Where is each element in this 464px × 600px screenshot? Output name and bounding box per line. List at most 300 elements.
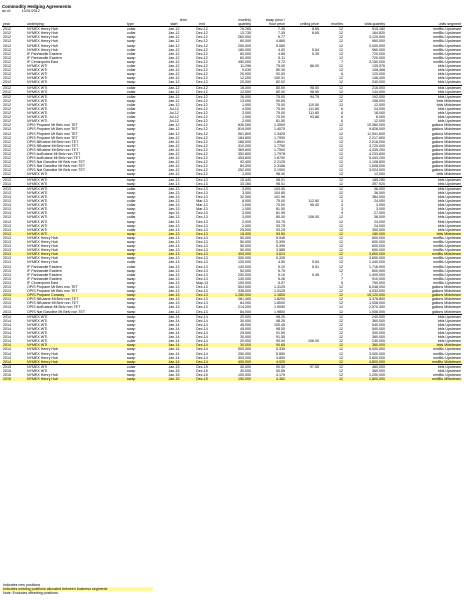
table-cell: 2012: [3, 39, 11, 44]
table-cell: Dec-12: [196, 27, 208, 32]
table-cell: mmBtu Upstream: [433, 27, 461, 32]
table-cell: Dec-15: [188, 364, 216, 369]
table-cell: 252,000: [238, 168, 251, 173]
table-cell: Dec-12: [196, 168, 208, 173]
table-cell: 2013: [3, 305, 11, 310]
table-cell: NYMEX WTI: [27, 199, 48, 204]
table-cell: 12: [339, 289, 343, 294]
table-cell: collar: [127, 51, 136, 56]
table-cell: 90.00: [252, 364, 286, 369]
table-cell: 2012: [3, 123, 11, 128]
table-cell: Dec-12: [196, 76, 208, 81]
table-cell: NYMEX WTI: [26, 94, 126, 99]
table-cell: 156,000: [372, 98, 385, 103]
table-cell: 3,000,000: [369, 43, 385, 48]
table-cell: 2012: [3, 131, 11, 136]
table-cell: Jan-15: [160, 364, 188, 369]
table-cell: 4.865: [276, 39, 285, 44]
table-cell: 2012: [3, 43, 11, 48]
table-cell: 12: [320, 232, 344, 236]
table-cell: 1,000: [242, 172, 251, 177]
table-cell: 281,400: [238, 297, 251, 302]
table-cell: Dec-12: [196, 98, 208, 103]
table-cell: 20,000: [240, 339, 251, 344]
table-cell: 90.65: [276, 368, 285, 373]
table-cell: Jan-15: [160, 377, 188, 381]
table-cell: bbls Upstream: [437, 227, 461, 232]
table-cell: 36,000: [374, 190, 385, 195]
table-cell: NYMEX WTI: [27, 190, 48, 195]
table-cell: NYMEX Henry Hub: [27, 248, 58, 253]
table-cell: gallons Midstream: [431, 164, 461, 169]
table-cell: 12: [339, 127, 343, 132]
table-cell: Dec-14: [196, 335, 208, 340]
table-cell: 600,000: [372, 235, 385, 240]
table-cell: 2013: [3, 239, 11, 244]
table-cell: 184,800: [238, 135, 251, 140]
table-cell: swap: [126, 360, 160, 365]
table-cell: mmBtu Upstream: [433, 248, 461, 253]
table-cell: 106.00: [308, 339, 319, 344]
table-cell: NYMEX WTI: [27, 98, 48, 103]
table-cell: 93.75: [276, 219, 285, 224]
table-cell: bbls Upstream: [437, 72, 461, 77]
table-cell: 2013: [3, 260, 11, 265]
table-cell: 12: [339, 268, 343, 273]
table-cell: Dec-13: [196, 305, 208, 310]
table-cell: 4,435,200: [369, 147, 385, 152]
table-cell: 101.96: [274, 194, 285, 199]
table-cell: Jan-13: [168, 280, 180, 285]
table-cell: 75.00: [276, 199, 285, 204]
table-cell: swap: [127, 301, 136, 306]
table-cell: NYMEX Henry Hub: [27, 260, 58, 265]
table-cell: 12: [339, 156, 343, 161]
table-cell: 7.35: [278, 31, 285, 36]
table-cell: 960,000: [372, 39, 385, 44]
table-cell: 2014: [2, 343, 26, 347]
table-cell: 4.020: [252, 360, 286, 365]
table-cell: Jan-12: [168, 98, 180, 103]
table-cell: 2012: [3, 31, 11, 36]
table-cell: collar: [127, 264, 136, 269]
table-cell: collar: [127, 31, 136, 36]
table-cell: bbls Upstream: [437, 64, 461, 69]
table-cell: 93.25: [276, 227, 285, 232]
table-cell: bbls Upstream: [386, 177, 462, 182]
table-cell: 80.00: [276, 89, 285, 94]
table-cell: bbls Midstream: [436, 98, 461, 103]
table-cell: bbls Upstream: [437, 76, 461, 81]
table-cell: 92,400: [240, 160, 251, 165]
table-cell: 82.02: [276, 80, 285, 85]
table-cell: 480,000: [344, 364, 386, 369]
table-cell: bbls Upstream: [386, 85, 462, 90]
table-cell: 97.55: [286, 364, 320, 369]
table-cell: bbls Upstream: [386, 94, 462, 99]
table-cell: Jan-13: [160, 293, 188, 297]
table-cell: Dec-14: [196, 322, 208, 327]
table-cell: NYMEX Henry Hub: [26, 360, 126, 365]
table-cell: OPIS NButane Mt Belv non TET: [27, 143, 79, 148]
table-cell: 12: [339, 143, 343, 148]
table-cell: bbls Upstream: [437, 115, 461, 120]
table-cell: gallons Midstream: [431, 127, 461, 132]
table-cell: NYMEX Henry Hub: [27, 351, 58, 356]
table-cell: gallons Midstream: [431, 305, 461, 310]
table-cell: 5.45: [312, 272, 319, 277]
table-cell: swap: [127, 351, 136, 356]
table-cell: 12: [339, 194, 343, 199]
table-cell: OPIS NButane Mt Belv non TET: [27, 139, 79, 144]
table-cell: swap: [127, 372, 136, 377]
table-cell: 2013: [3, 215, 11, 220]
table-cell: 300,000: [238, 256, 251, 261]
table-cell: NYMEX WTI: [27, 115, 48, 120]
col-type: type: [126, 22, 160, 27]
table-cell: 504,000: [238, 285, 251, 289]
table-cell: OPIS Propane Conway: [26, 293, 126, 297]
table-cell: 1.7978: [274, 152, 285, 156]
table-cell: swap: [127, 335, 136, 340]
table-cell: 4,800,000: [344, 360, 386, 365]
table-cell: Jan-13: [168, 227, 180, 232]
table-cell: 100.31: [274, 76, 285, 81]
table-cell: NYMEX WTI: [27, 318, 48, 323]
table-cell: 5.51: [312, 264, 319, 269]
table-cell: collar: [127, 89, 136, 94]
table-cell: 84,000: [240, 301, 251, 306]
table-cell: bbls Upstream: [437, 322, 461, 327]
table-cell: 12,000: [374, 119, 385, 124]
table-cell: 4.362: [252, 377, 286, 381]
table-cell: 25,000: [240, 227, 251, 232]
table-cell: 12: [339, 55, 343, 60]
table-cell: Jan-13: [168, 256, 180, 261]
table-cell: 2012: [3, 168, 11, 173]
table-cell: 2013: [3, 190, 11, 195]
table-cell: 12: [320, 360, 344, 365]
table-cell: 12: [339, 239, 343, 244]
table-cell: 93.86: [310, 115, 319, 120]
table-cell: NYMEX WTI: [27, 339, 48, 344]
table-cell: 840,000: [238, 123, 251, 128]
table-cell: NYMEX WTI: [27, 227, 48, 232]
table-cell: swap: [127, 347, 136, 352]
table-cell: NYMEX WTI: [27, 76, 48, 81]
table-cell: 2012: [3, 106, 11, 111]
table-cell: 4,032,000: [369, 289, 385, 294]
table-cell: 1,200,000: [369, 372, 385, 377]
table-cell: 2.1900: [274, 168, 285, 173]
table-cell: 2012: [3, 111, 11, 116]
table-cell: 2,000: [242, 223, 251, 228]
table-cell: 2014: [3, 355, 11, 360]
table-cell: NYMEX WTI: [27, 368, 48, 373]
table-cell: 12: [339, 190, 343, 195]
table-cell: 2015: [3, 368, 11, 373]
table-cell: Dec-13: [196, 309, 208, 314]
table-cell: swap: [126, 252, 160, 256]
table-cell: swap: [127, 168, 136, 173]
table-cell: 12: [339, 43, 343, 48]
table-cell: Dec-13: [188, 293, 216, 297]
table-cell: 12: [339, 347, 343, 352]
table-cell: 2013: [3, 199, 11, 204]
table-cell: swap: [127, 72, 136, 77]
table-cell: 1.3425: [274, 131, 285, 136]
table-cell: bbls Upstream: [437, 331, 461, 336]
table-cell: collar: [127, 339, 136, 344]
table-cell: 2013: [2, 293, 26, 297]
table-cell: Jan-14: [168, 326, 180, 331]
table-cell: 12,000: [240, 89, 251, 94]
table-cell: 300,000: [238, 355, 251, 360]
table-cell: 2013: [2, 186, 26, 191]
table-cell: 600,000: [372, 248, 385, 253]
table-cell: Dec-12: [196, 80, 208, 85]
table-cell: 86.00: [310, 64, 319, 69]
table-cell: 240,000: [344, 314, 386, 319]
table-cell: Jan-12: [168, 152, 180, 156]
table-cell: 1,008,000: [369, 309, 385, 314]
table-cell: Jan-13: [168, 260, 180, 265]
table-cell: 2014: [3, 339, 11, 344]
table-cell: Dec-13: [196, 301, 208, 306]
table-cell: 12: [320, 314, 344, 319]
table-cell: Jan-13: [168, 289, 180, 294]
table-cell: NYMEX WTI: [26, 186, 126, 191]
table-cell: Dec-12: [196, 59, 208, 64]
table-cell: NYMEX WTI: [27, 102, 48, 107]
table-cell: Jan-12: [168, 147, 180, 152]
table-cell: 2013: [3, 276, 11, 281]
table-cell: 1,008,000: [369, 301, 385, 306]
table-cell: 12: [320, 293, 344, 297]
table-cell: 5.395: [276, 244, 285, 249]
table-cell: 1.8200: [274, 297, 285, 302]
table-cell: Jan-12: [168, 131, 180, 136]
table-cell: swap: [127, 59, 136, 64]
table-cell: 135,576: [372, 64, 385, 69]
table-cell: 15,000: [216, 232, 252, 236]
table-cell: Mar-13: [196, 199, 208, 204]
table-cell: 12: [339, 351, 343, 356]
table-cell: Jan-12: [160, 85, 188, 90]
table-cell: 80.00: [276, 215, 285, 220]
table-cell: Dec-12: [196, 127, 208, 132]
table-cell: 12: [339, 244, 343, 249]
table-cell: 12,000: [374, 102, 385, 107]
table-cell: 80.00: [252, 85, 286, 90]
table-cell: 720,000: [372, 51, 385, 56]
table-cell: 84,000: [240, 309, 251, 314]
table-cell: swap: [127, 135, 136, 140]
table-cell: 2014: [3, 351, 11, 356]
table-cell: NYMEX Henry Hub: [27, 35, 58, 40]
table-cell: Jul-12: [169, 111, 179, 116]
table-cell: 111.80: [308, 106, 319, 111]
hedging-table: [2, 18, 462, 381]
table-cell: mmBtu Upstream: [433, 351, 461, 356]
table-cell: mmBtu Upstream: [433, 244, 461, 249]
table-cell: collar: [127, 199, 136, 204]
table-cell: Jan-13: [160, 252, 188, 256]
table-cell: 2014: [3, 322, 11, 327]
table-cell: swap: [127, 331, 136, 336]
table-cell: 1,008,000: [369, 164, 385, 169]
table-cell: 60,000: [240, 55, 251, 60]
table-cell: 70.00: [276, 203, 285, 208]
table-cell: 2013: [3, 194, 11, 199]
table-cell: 7: [341, 272, 343, 277]
table-cell: collar: [126, 85, 160, 90]
table-cell: 20,000: [216, 314, 252, 319]
table-cell: 3,120,000: [369, 35, 385, 40]
table-cell: NYMEX Henry Hub: [27, 244, 58, 249]
table-cell: 2012: [3, 80, 11, 85]
table-cell: Dec-15: [196, 368, 208, 373]
table-cell: gallons Midstream: [431, 152, 461, 156]
table-cell: swap: [127, 152, 136, 156]
table-cell: 6,048,000: [369, 285, 385, 289]
table-cell: Dec-13: [196, 239, 208, 244]
col-top-monthly: monthly: [238, 18, 251, 22]
table-cell: 2014: [3, 331, 11, 336]
table-cell: 12: [339, 235, 343, 240]
table-cell: 5.10: [278, 272, 285, 277]
col-start: start: [160, 22, 188, 27]
col-year: year: [2, 22, 26, 27]
table-cell: 2013: [2, 232, 26, 236]
table-cell: OPIS NButane Mt Belv non TET: [27, 297, 79, 302]
table-cell: swap: [127, 297, 136, 302]
table-cell: 336,000: [238, 289, 251, 294]
table-cell: gallons Midstream: [431, 123, 461, 128]
table-cell: IF Panhandle Eastern: [27, 51, 62, 56]
table-cell: 5.335: [276, 256, 285, 261]
table-cell: 384,000: [372, 194, 385, 199]
table-cell: swap: [127, 147, 136, 152]
table-cell: IF Panhandle Eastern: [27, 264, 62, 269]
table-cell: 9,039: [242, 68, 251, 73]
table-cell: Dec-13: [196, 289, 208, 294]
table-cell: 300,000: [216, 252, 252, 256]
table-cell: 30,000: [240, 335, 251, 340]
table-cell: gallons Midstream: [431, 301, 461, 306]
table-cell: 13,735: [240, 31, 251, 36]
table-cell: NYMEX WTI: [27, 335, 48, 340]
table-cell: bbls Upstream: [437, 194, 461, 199]
table-cell: Jan-13: [160, 186, 188, 191]
table-cell: 98.20: [252, 314, 286, 319]
table-cell: 250,000: [238, 43, 251, 48]
table-cell: bbls Upstream: [437, 106, 461, 111]
table-cell: 25,000: [240, 331, 251, 336]
table-cell: 45,000: [240, 322, 251, 327]
table-cell: 12: [320, 94, 344, 99]
table-cell: 50,000: [240, 248, 251, 253]
table-cell: 40,000: [216, 364, 252, 369]
table-cell: OPIS Propane Mt Belv non TET: [27, 123, 78, 128]
table-cell: 7: [341, 59, 343, 64]
table-cell: 2,000: [242, 219, 251, 224]
table-cell: 352,800: [238, 152, 251, 156]
table-cell: Jan-12: [168, 35, 180, 40]
table-cell: NYMEX Henry Hub: [27, 239, 58, 244]
table-cell: 915,180: [372, 27, 385, 32]
table-cell: Dec-12: [196, 143, 208, 148]
table-cell: gallons Midstream: [431, 309, 461, 314]
table-cell: 2013: [3, 272, 11, 277]
table-cell: bbls Upstream: [437, 89, 461, 94]
table-cell: OPIS Nat Gasoline Mt Belv non TET: [27, 309, 86, 314]
table-cell: Jan-13: [168, 305, 180, 310]
table-cell: Jan-12: [168, 164, 180, 169]
table-cell: collar: [127, 272, 136, 277]
table-cell: 12: [339, 47, 343, 52]
table-cell: Dec-12: [196, 102, 208, 107]
table-cell: 12: [339, 331, 343, 336]
table-cell: Jan-14: [168, 335, 180, 340]
table-cell: mmBtu Upstream: [433, 43, 461, 48]
table-cell: 2.3166: [274, 164, 285, 169]
table-cell: 6.77: [278, 35, 285, 40]
col-months: months: [320, 22, 344, 27]
table-cell: bbls Upstream: [437, 80, 461, 85]
table-cell: NYMEX WTI: [27, 223, 48, 228]
table-cell: swap: [127, 39, 136, 44]
table-cell: 7: [341, 276, 343, 281]
table-cell: 12: [339, 260, 343, 265]
table-cell: 93.75: [276, 223, 285, 228]
table-cell: 214,200: [238, 305, 251, 310]
table-cell: 12: [339, 215, 343, 220]
table-cell: 192,000: [344, 94, 386, 99]
table-cell: NYMEX WTI: [26, 343, 126, 347]
table-cell: OPIS Nat Gasoline Mt Belv non TET: [27, 164, 86, 169]
table-cell: 75.00: [276, 106, 285, 111]
table-cell: Dec-14: [196, 331, 208, 336]
table-cell: 100,000: [238, 372, 251, 377]
table-cell: 36,000: [374, 215, 385, 220]
table-cell: 2013: [3, 248, 11, 253]
table-cell: 3,000: [242, 190, 251, 195]
table-cell: NYMEX Henry Hub: [26, 252, 126, 256]
table-cell: Dec-14: [188, 343, 216, 347]
table-cell: 2,000: [242, 119, 251, 124]
table-cell: gallons Midstream: [431, 289, 461, 294]
table-cell: Dec-13: [196, 235, 208, 240]
table-cell: swap: [127, 289, 136, 294]
table-cell: 960,000: [372, 47, 385, 52]
table-cell: NYMEX WTI: [27, 215, 48, 220]
table-cell: 12: [339, 51, 343, 56]
table-cell: 216,000: [344, 85, 386, 90]
table-cell: 24,000: [374, 106, 385, 111]
table-cell: 75.00: [276, 64, 285, 69]
table-cell: 1.3125: [274, 285, 285, 289]
table-cell: Dec-12: [196, 68, 208, 73]
table-cell: 12: [339, 164, 343, 169]
table-cell: bbls Upstream: [437, 203, 461, 208]
table-cell: Jan-15: [168, 372, 180, 377]
table-cell: 3,000: [216, 186, 252, 191]
table-cell: 12: [339, 181, 343, 186]
table-cell: Dec-12: [196, 160, 208, 165]
table-cell: NYMEX WTI: [27, 172, 48, 177]
table-cell: mmBtu Upstream: [433, 272, 461, 277]
